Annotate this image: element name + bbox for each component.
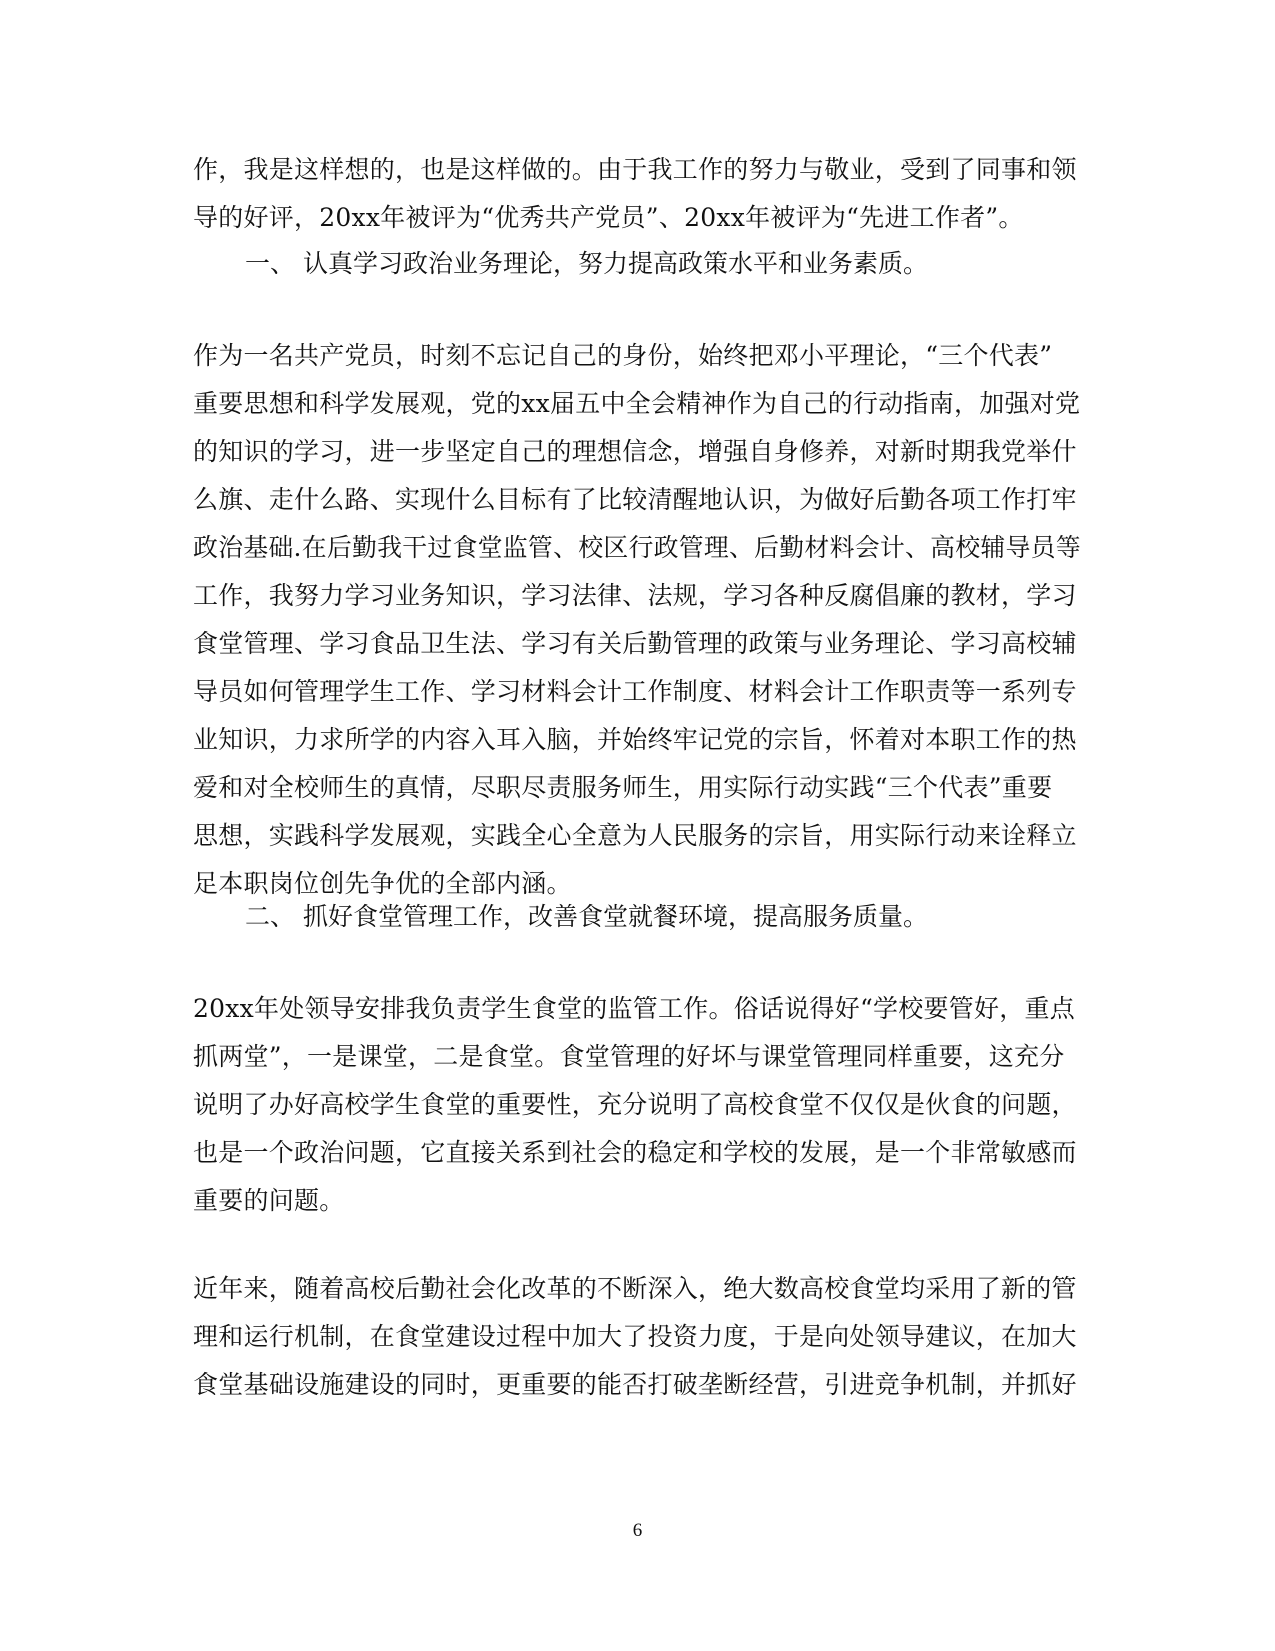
- section-heading-1: [245, 240, 928, 288]
- text-line: 重要的问题。: [193, 1186, 345, 1215]
- text-line: 理和运行机制，在食堂建设过程中加大了投资力度，于是向处领导建议，在加大: [193, 1322, 1077, 1351]
- text-line: 导员如何管理学生工作、学习材料会计工作制度、材料会计工作职责等一系列专: [193, 677, 1077, 706]
- section-title: 认真学习政治业务理论，努力提高政策水平和业务素质。: [303, 249, 929, 278]
- text-line: 食堂管理、学习食品卫生法、学习有关后勤管理的政策与业务理论、学习高校辅: [193, 629, 1077, 658]
- text-line: 也是一个政治问题，它直接关系到社会的稳定和学校的发展，是一个非常敏感而: [193, 1138, 1077, 1167]
- text-line: 思想，实践科学发展观，实践全心全意为人民服务的宗旨，用实际行动来诠释立: [193, 821, 1077, 850]
- text-line: 抓两堂”，一是课堂，二是食堂。食堂管理的好坏与课堂管理同样重要，这充分: [193, 1042, 1065, 1071]
- section2-paragraph-2: [193, 1265, 1081, 1409]
- intro-paragraph: [193, 146, 1081, 242]
- text-line: 作为一名共产党员，时刻不忘记自己的身份，始终把邓小平理论，“三个代表”: [193, 341, 1053, 370]
- text-line: 足本职岗位创先争优的全部内涵。: [193, 869, 572, 898]
- text-line: 的知识的学习，进一步坚定自己的理想信念，增强自身修养，对新时期我党举什: [193, 437, 1077, 466]
- section-number: 二、: [245, 902, 296, 931]
- text-line: 近年来，随着高校后勤社会化改革的不断深入，绝大数高校食堂均采用了新的管: [193, 1274, 1077, 1303]
- text-line: 爱和对全校师生的真情，尽职尽责服务师生，用实际行动实践“三个代表”重要: [193, 773, 1053, 802]
- text-line: 食堂基础设施建设的同时，更重要的能否打破垄断经营，引进竞争机制，并抓好: [193, 1370, 1077, 1399]
- section-heading-2: [245, 893, 928, 941]
- text-line: 说明了办好高校学生食堂的重要性，充分说明了高校食堂不仅仅是伙食的问题，: [193, 1090, 1077, 1119]
- section1-paragraph: [193, 332, 1081, 908]
- text-line: 工作，我努力学习业务知识，学习法律、法规，学习各种反腐倡廉的教材，学习: [193, 581, 1077, 610]
- text-line: 么旗、走什么路、实现什么目标有了比较清醒地认识，为做好后勤各项工作打牢: [193, 485, 1077, 514]
- page-number: 6: [632, 1520, 643, 1541]
- text-line: 20xx年处领导安排我负责学生食堂的监管工作。俗话说得好“学校要管好，重点: [193, 994, 1076, 1023]
- section-title: 抓好食堂管理工作，改善食堂就餐环境，提高服务质量。: [303, 902, 929, 931]
- text-line: 重要思想和科学发展观，党的xx届五中全会精神作为自己的行动指南，加强对党: [193, 389, 1081, 418]
- section2-paragraph: [193, 985, 1081, 1225]
- section-number: 一、: [245, 249, 296, 278]
- text-line: 政治基础.在后勤我干过食堂监管、校区行政管理、后勤材料会计、高校辅导员等: [193, 533, 1081, 562]
- text-line: 作，我是这样想的，也是这样做的。由于我工作的努力与敬业，受到了同事和领: [193, 155, 1077, 184]
- text-line: 导的好评，20xx年被评为“优秀共产党员”、20xx年被评为“先进工作者”。: [193, 203, 1024, 232]
- text-line: 业知识，力求所学的内容入耳入脑，并始终牢记党的宗旨，怀着对本职工作的热: [193, 725, 1077, 754]
